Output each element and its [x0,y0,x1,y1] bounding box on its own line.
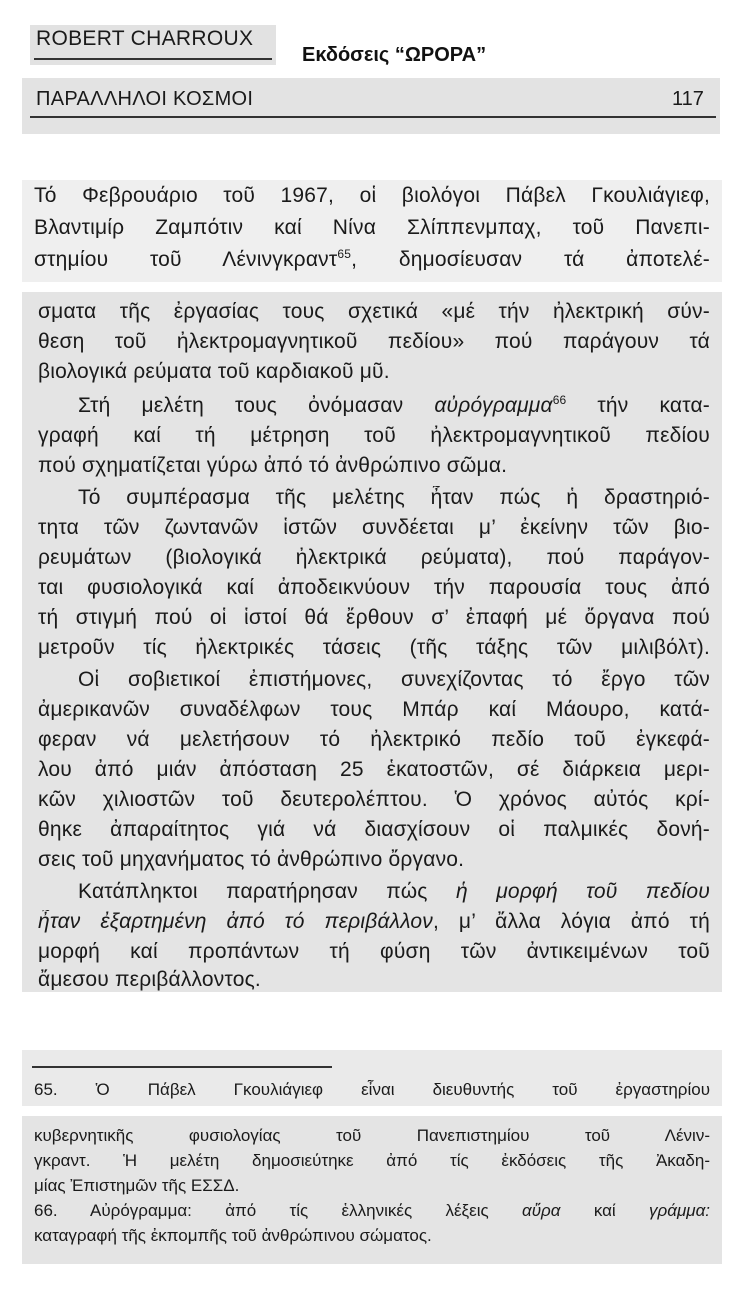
text-line: θεση τοῦ ἠλεκτρομαγνητικοῦ πεδίου» πού παράγουν τά [38,330,710,353]
italic-phrase: ἡ μορφή τοῦ πεδίου [456,880,710,903]
footnote-line: μίας Ἐπιστημῶν τῆς ΕΣΣΔ. [34,1176,240,1195]
header-rule [30,116,716,118]
text-line: φεραν νά μελετήσουν τό ἠλεκτρικό πεδίο τοῦ ἐγκεφά- [38,728,710,751]
text-line: Τό συμπέρασμα τῆς μελέτης ἦταν πώς ἡ δραστηριό- [78,486,710,509]
text-span: , δημοσίευσαν τά ἀποτελέ- [351,248,710,271]
italic-term: αὐρόγραμμα [434,394,553,417]
text-line: σματα τῆς ἐργασίας τους σχετικά «μέ τήν ἠλεκτρική σύν- [38,300,710,323]
text-line: τητα τῶν ζωντανῶν ἱστῶν συνδέεται μ’ ἐκείνην τῶν βιο- [38,516,710,539]
text-line: θηκε ἀπαραίτητος γιά νά διασχίσουν οἱ παλμικές δονή- [38,818,710,841]
text-line: ἄμεσου περιβάλλοντος. [38,968,261,991]
page-number: 117 [672,88,704,110]
text-line: κῶν χιλιοστῶν τοῦ δευτερολέπτου. Ὁ χρόνος αὐτός κρί- [38,788,710,811]
publisher-name: Εκδόσεις “ΩΡΟΡΑ” [302,44,487,66]
footnote-block-main [22,1116,722,1264]
text-span: Στή μελέτη τους ὀνόμασαν [78,394,435,417]
italic-word: αὔρα [522,1201,561,1220]
footnote-line: κυβερνητικῆς φυσιολογίας τοῦ Πανεπιστημίου τοῦ Λένιν- [34,1126,710,1145]
text-line [38,910,710,934]
text-line: μετροῦν τίς ἠλεκτρικές τάσεις (τῆς τάξης τῶν μιλιβόλτ). [38,636,710,659]
body-block-intro [22,180,722,282]
text-line: λου ἀπό μιάν ἀπόσταση 25 ἑκατοστῶν, σέ διάρκεια μερι- [38,758,710,781]
text-line [78,880,710,904]
text-line: Τό Φεβρουάριο τοῦ 1967, οἱ βιολόγοι Πάβελ Γκουλιάγιεφ, [34,184,710,207]
footnote-ref-66: 66 [552,394,567,407]
text-line [78,394,710,418]
text-line: ρευμάτων (βιολογικά ἠλεκτρικά ρεύματα), πού παράγον- [38,546,710,569]
text-span: , μ’ ἄλλα λόγια ἀπό τή [433,910,710,933]
text-line: βιολογικά ρεύματα τοῦ καρδιακοῦ μῦ. [38,360,390,383]
text-line: σεις τοῦ μηχανήματος τό ἀνθρώπινο ὄργανο. [38,848,465,871]
footnote-block-top [22,1050,722,1106]
text-line: Βλαντιμίρ Ζαμπότιν καί Νίνα Σλίππενμπαχ, τοῦ Πανεπι- [34,216,710,239]
text-span: καί [560,1201,650,1220]
footnote-rule [32,1066,332,1068]
text-span: τήν κατα- [566,394,710,417]
body-block-main [22,292,722,992]
footnote-65-line: 65. Ὁ Πάβελ Γκουλιάγιεφ εἶναι διευθυντής τοῦ ἐργαστηρίου [34,1080,710,1099]
book-title: ΠΑΡΑΛΛΗΛΟΙ ΚΟΣΜΟΙ [36,88,254,110]
text-line: Οἱ σοβιετικοί ἐπιστήμονες, συνεχίζοντας τό ἔργο τῶν [78,668,710,691]
text-line: ται φυσιολογικά καί ἀποδεικνύουν τήν παρουσία τους ἀπό [38,576,710,599]
text-line: ἀμερικανῶν συναδέλφων τους Μπάρ καί Μάουρο, κατά- [38,698,710,721]
footnote-line: γκραντ. Ἡ μελέτη δημοσιεύτηκε ἀπό τίς ἐκδόσεις τῆς Ἀκαδη- [34,1151,710,1170]
text-line: τή στιγμή πού οἱ ἱστοί θά ἔρθουν σ’ ἐπαφή μέ ὄργανα πού [38,606,710,629]
text-line [34,248,710,272]
text-line: γραφή καί τή μέτρηση τοῦ ἠλεκτρομαγνητικοῦ πεδίου [38,424,710,447]
author-underline [34,58,272,60]
author-name: ROBERT CHARROUX [36,27,254,50]
text-span: Κατάπληκτοι παρατήρησαν πώς [78,880,456,903]
text-line: μορφή καί προπάντων τή φύση τῶν ἀντικειμένων τοῦ [38,940,710,963]
text-span: στημίου τοῦ Λένινγκραντ [34,248,338,271]
footnote-line: καταγραφή τῆς ἐκπομπῆς τοῦ ἀνθρώπινου σώματος. [34,1226,432,1245]
italic-word: γράμμα: [649,1201,710,1220]
footnote-66-line [34,1201,710,1221]
text-span: 66. Αὐρόγραμμα: ἀπό τίς ἑλληνικές λέξεις [34,1201,523,1220]
italic-phrase: ἦταν ἐξαρτημένη ἀπό τό περιβάλλον [38,910,434,933]
text-line: πού σχηματίζεται γύρω ἀπό τό ἀνθρώπινο σῶμα. [38,454,508,477]
footnote-ref-65: 65 [337,248,352,261]
